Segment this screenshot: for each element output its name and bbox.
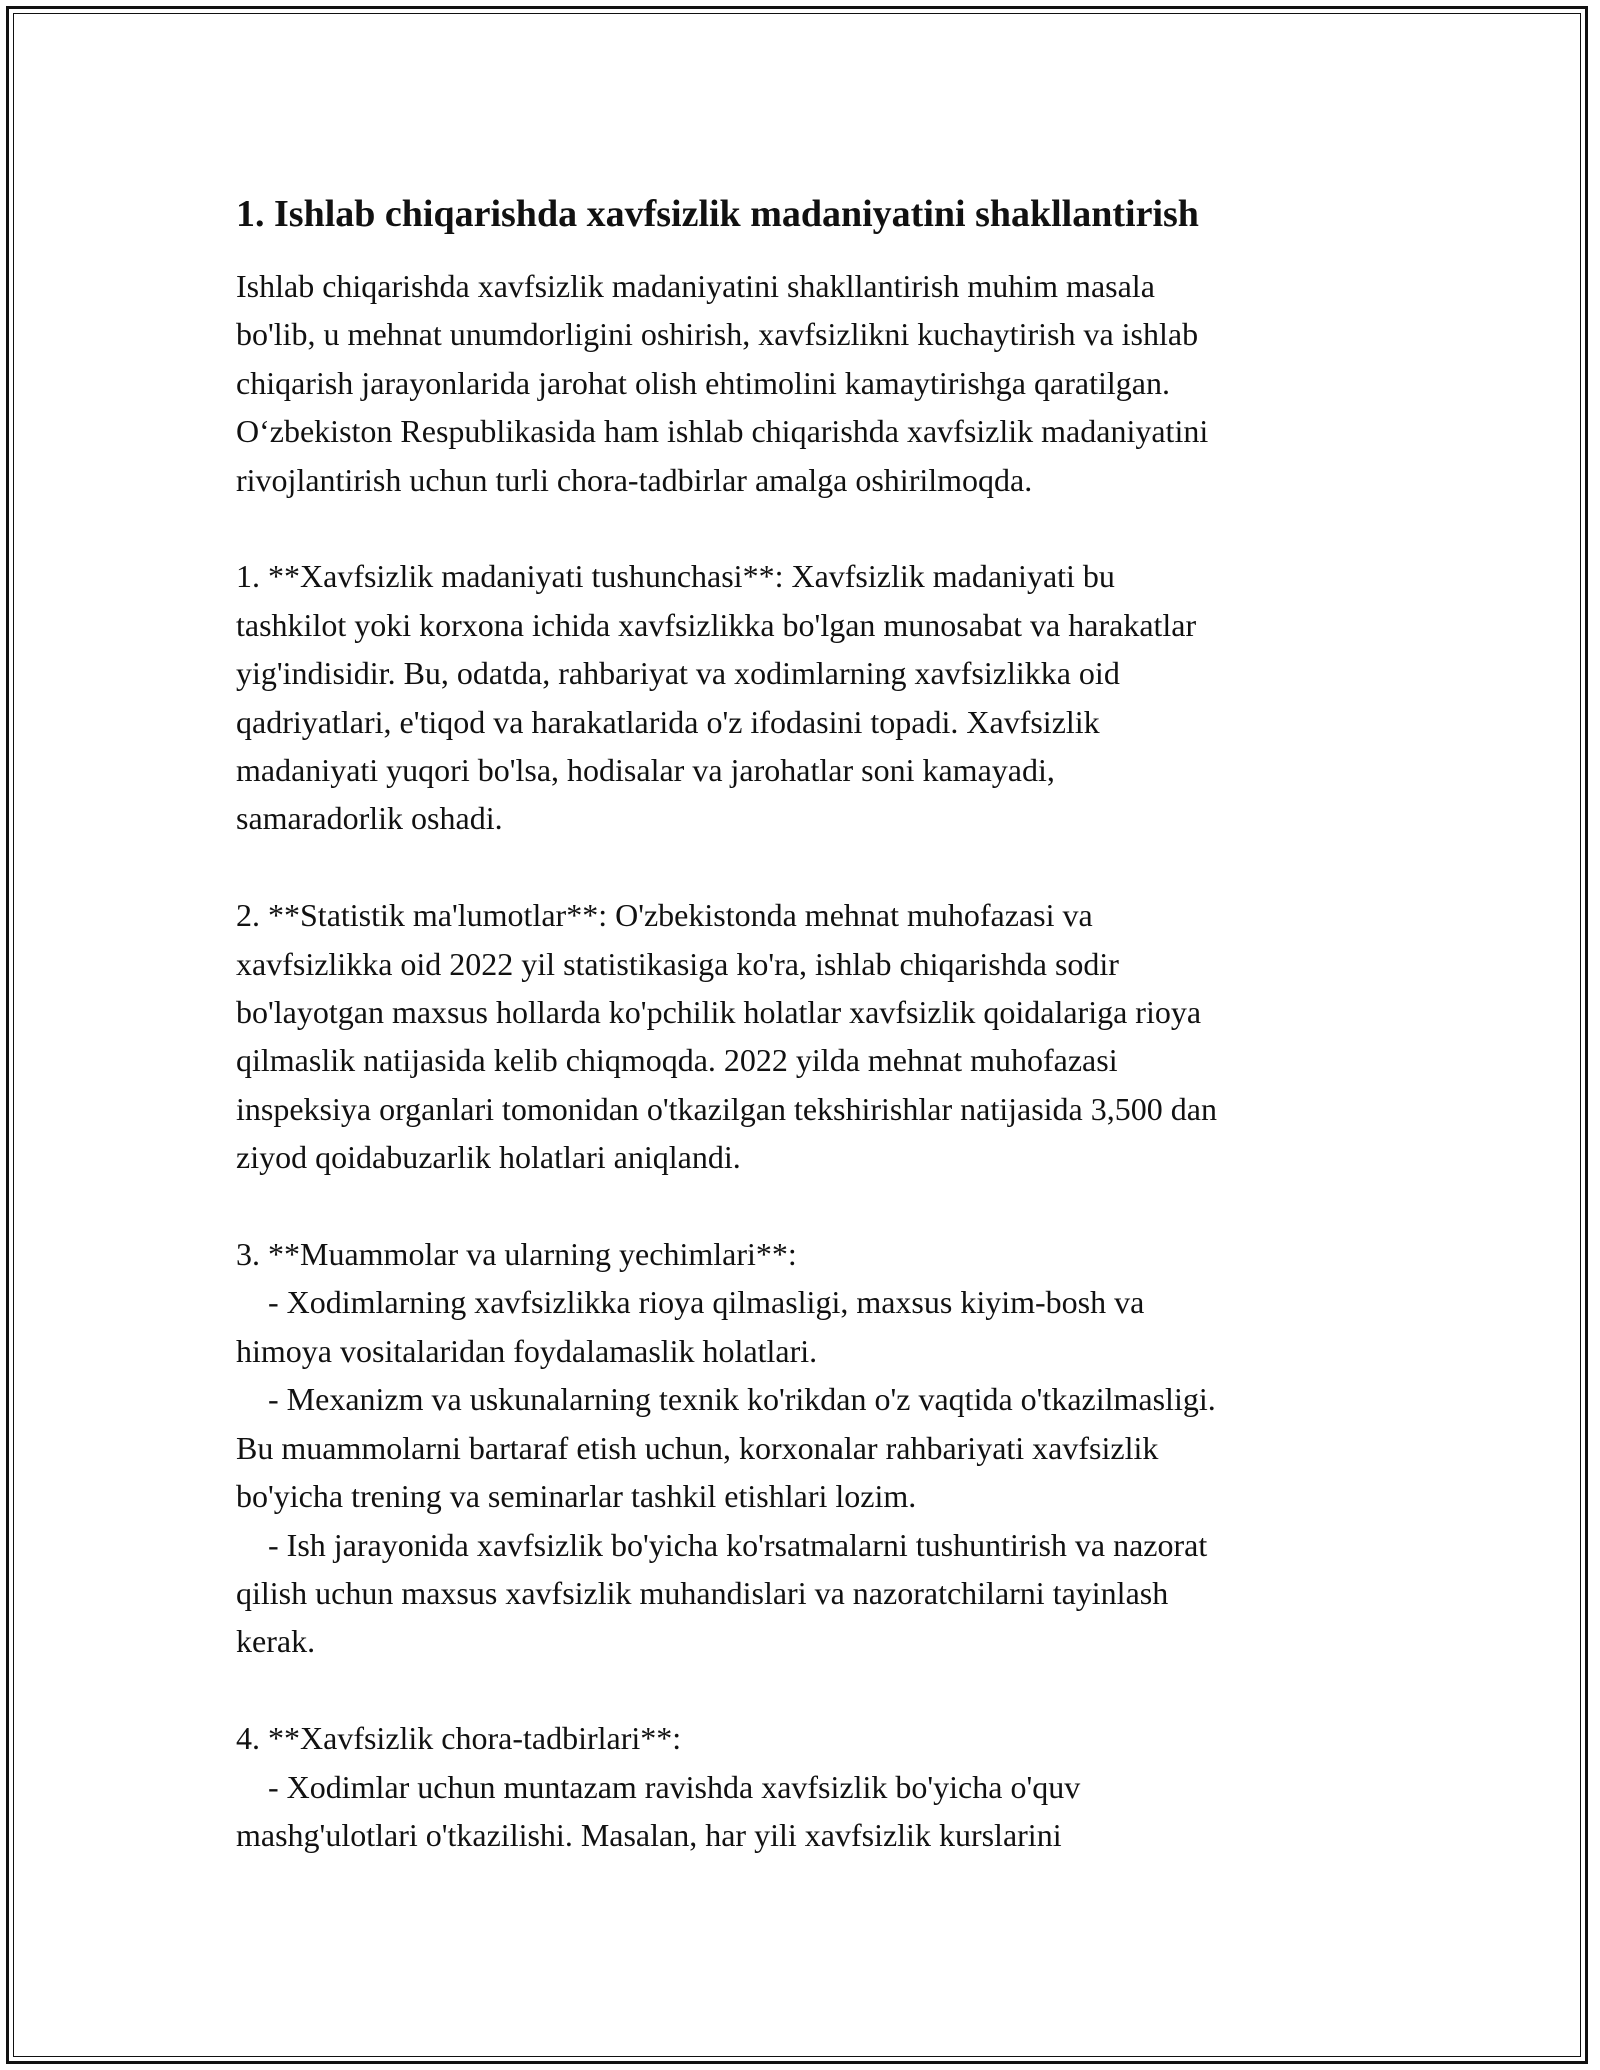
text-line: ziyod qoidabuzarlik holatlari aniqlandi. xyxy=(236,1139,741,1176)
text-line: kerak. xyxy=(236,1623,316,1660)
document-heading: 1. Ishlab chiqarishda xavfsizlik madaniyatini shakllantirish xyxy=(236,193,1199,235)
text-line: 2. **Statistik ma'lumotlar**: O'zbekistonda mehnat muhofazasi va xyxy=(236,897,1093,934)
text-line: xavfsizlikka oid 2022 yil statistikasiga ko'ra, ishlab chiqarishda sodir xyxy=(236,945,1119,982)
text-line: - Xodimlar uchun muntazam ravishda xavfsizlik bo'yicha o'quv xyxy=(236,1768,1081,1805)
text-line: qilmaslik natijasida kelib chiqmoqda. 2022 yilda mehnat muhofazasi xyxy=(236,1042,1118,1079)
paragraph-gap xyxy=(236,504,1386,552)
text-line: 1. **Xavfsizlik madaniyati tushunchasi**: Xavfsizlik madaniyati bu xyxy=(236,558,1115,595)
text-line: O‘zbekiston Respublikasida ham ishlab chiqarishda xavfsizlik madaniyatini xyxy=(236,413,1209,450)
text-line: - Xodimlarning xavfsizlikka rioya qilmasligi, maxsus kiyim-bosh va xyxy=(236,1284,1145,1321)
section-problems-solutions xyxy=(236,1230,1386,1666)
text-line: mashg'ulotlari o'tkazilishi. Masalan, har yili xavfsizlik kurslarini xyxy=(236,1816,1062,1853)
text-line: rivojlantirish uchun turli chora-tadbirlar amalga oshirilmoqda. xyxy=(236,461,1033,498)
text-line: inspeksiya organlari tomonidan o'tkazilgan tekshirishlar natijasida 3,500 dan xyxy=(236,1090,1217,1127)
intro-paragraph xyxy=(236,262,1386,504)
text-line: madaniyati yuqori bo'lsa, hodisalar va jarohatlar soni kamayadi, xyxy=(236,752,1055,789)
text-line: qilish uchun maxsus xavfsizlik muhandislari va nazoratchilarni tayinlash xyxy=(236,1574,1169,1611)
text-line: samaradorlik oshadi. xyxy=(236,800,503,837)
paragraph-gap xyxy=(236,1666,1386,1714)
document-body xyxy=(236,188,1386,1859)
text-line: chiqarish jarayonlarida jarohat olish ehtimolini kamaytirishga qaratilgan. xyxy=(236,364,1170,401)
text-line: himoya vositalaridan foydalamaslik holatlari. xyxy=(236,1332,818,1369)
paragraph-gap xyxy=(236,1182,1386,1230)
text-line: Bu muammolarni bartaraf etish uchun, korxonalar rahbariyati xavfsizlik xyxy=(236,1429,1159,1466)
text-line: yig'indisidir. Bu, odatda, rahbariyat va xodimlarning xavfsizlikka oid xyxy=(236,655,1120,692)
section-safety-measures xyxy=(236,1714,1386,1859)
text-line: - Ish jarayonida xavfsizlik bo'yicha ko'rsatmalarni tushuntirish va nazorat xyxy=(236,1526,1208,1563)
text-line: bo'lib, u mehnat unumdorligini oshirish, xavfsizlikni kuchaytirish va ishlab xyxy=(236,316,1199,353)
text-line: bo'layotgan maxsus hollarda ko'pchilik holatlar xavfsizlik qoidalariga rioya xyxy=(236,994,1202,1031)
paragraph-gap xyxy=(236,843,1386,891)
text-line: tashkilot yoki korxona ichida xavfsizlikka bo'lgan munosabat va harakatlar xyxy=(236,606,1197,643)
text-line: Ishlab chiqarishda xavfsizlik madaniyatini shakllantirish muhim masala xyxy=(236,268,1155,304)
section-statistics xyxy=(236,891,1386,1181)
section-safety-culture-concept xyxy=(236,552,1386,842)
text-line: bo'yicha trening va seminarlar tashkil etishlari lozim. xyxy=(236,1478,917,1515)
text-line: 3. **Muammolar va ularning yechimlari**: xyxy=(236,1236,797,1273)
text-line: - Mexanizm va uskunalarning texnik ko'rikdan o'z vaqtida o'tkazilmasligi. xyxy=(236,1381,1216,1418)
text-line: 4. **Xavfsizlik chora-tadbirlari**: xyxy=(236,1720,682,1757)
text-line: qadriyatlari, e'tiqod va harakatlarida o'z ifodasini topadi. Xavfsizlik xyxy=(236,703,1100,740)
